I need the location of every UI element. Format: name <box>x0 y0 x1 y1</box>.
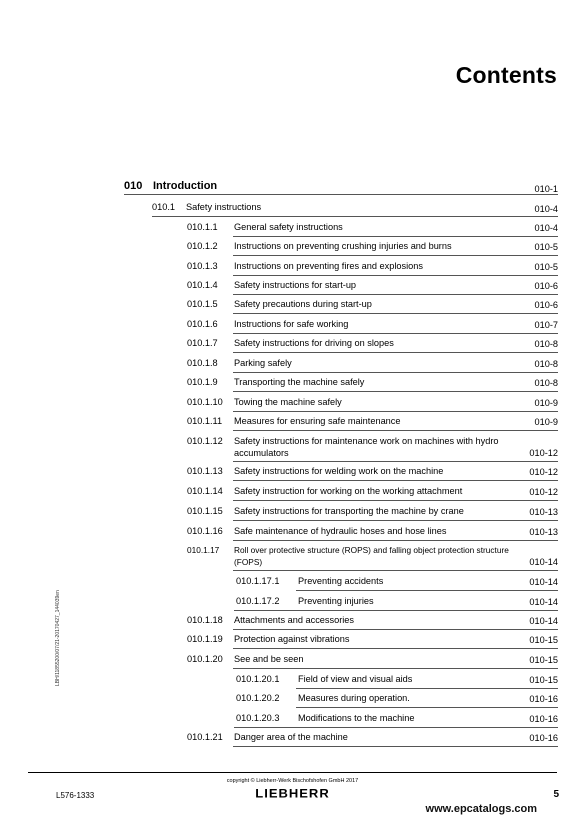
entry-number: 010.1.9 <box>187 377 218 387</box>
page-number: 5 <box>553 789 559 800</box>
entry-number: 010.1.20.1 <box>236 674 280 684</box>
entry-number: 010.1.17 <box>187 545 220 555</box>
entry-number: 010.1.20.3 <box>236 713 280 723</box>
entry-number: 010.1.18 <box>187 615 223 625</box>
divider <box>233 461 558 462</box>
entry-page: 010-15 <box>529 675 558 685</box>
entry-page: 010-16 <box>529 714 558 724</box>
divider <box>233 313 558 314</box>
entry-title: Safety instructions for maintenance work on machines with hydro accumulators <box>234 436 499 458</box>
entry-number: 010.1.12 <box>187 436 223 446</box>
divider <box>152 216 558 217</box>
divider <box>233 411 558 412</box>
divider <box>233 629 558 630</box>
entry-page: 010-14 <box>529 597 558 607</box>
entry-number: 010.1.7 <box>187 338 218 348</box>
entry-title: Attachments and accessories <box>234 615 355 625</box>
liebherr-logo: LIEBHERR <box>255 786 330 801</box>
entry-number: 010.1.8 <box>187 358 218 368</box>
entry-page: 010-12 <box>529 467 558 477</box>
entry-number: 010.1.10 <box>187 397 223 407</box>
entry-page: 010-15 <box>529 635 558 645</box>
divider <box>233 500 558 501</box>
entry-title: Roll over protective structure (ROPS) and falling object protection structure (FOPS) <box>234 545 509 567</box>
entry-page: 010-8 <box>534 339 558 349</box>
entry-page: 010-7 <box>534 320 558 330</box>
entry-number: 010.1.17.2 <box>236 596 280 606</box>
entry-page: 010-6 <box>534 300 558 310</box>
entry-title: Protection against vibrations <box>234 634 350 644</box>
entry-page: 010-14 <box>529 577 558 587</box>
entry-page: 010-6 <box>534 281 558 291</box>
entry-title: Instructions for safe working <box>234 319 349 329</box>
divider <box>233 430 558 431</box>
entry-title: Preventing accidents <box>298 576 384 586</box>
entry-number: 010.1.13 <box>187 466 223 476</box>
entry-number: 010.1.20.2 <box>236 693 280 703</box>
entry-number: 010.1.15 <box>187 506 223 516</box>
divider <box>234 610 558 611</box>
entry-page: 010-5 <box>534 242 558 252</box>
page-title: Contents <box>455 62 557 88</box>
divider <box>233 236 558 237</box>
entry-title: Safety instructions for transporting the machine by crane <box>234 506 464 516</box>
entry-title: Safety instructions for driving on slopes <box>234 338 394 348</box>
divider <box>234 727 558 728</box>
entry-title: Modifications to the machine <box>298 713 415 723</box>
divider <box>233 668 558 669</box>
entry-title: Instructions on preventing fires and explosions <box>234 261 423 271</box>
entry-title: See and be seen <box>234 654 304 664</box>
entry-title: Field of view and visual aids <box>298 674 413 684</box>
section-title: Safety instructions <box>186 202 262 212</box>
divider <box>233 352 558 353</box>
divider <box>296 707 558 708</box>
chapter-title: Introduction <box>153 180 218 192</box>
section-page: 010-4 <box>534 204 558 214</box>
entry-title: Danger area of the machine <box>234 732 348 742</box>
entry-number: 010.1.17.1 <box>236 576 280 586</box>
divider <box>124 194 558 195</box>
divider <box>233 333 558 334</box>
footer-divider <box>28 772 557 773</box>
entry-title: Safety instruction for working on the working attachment <box>234 486 463 496</box>
divider <box>233 275 558 276</box>
divider <box>233 520 558 521</box>
entry-number: 010.1.16 <box>187 526 223 536</box>
entry-page: 010-9 <box>534 417 558 427</box>
entry-number: 010.1.5 <box>187 299 218 309</box>
entry-number: 010.1.2 <box>187 241 218 251</box>
entry-page: 010-13 <box>529 527 558 537</box>
entry-number: 010.1.11 <box>187 416 223 426</box>
divider <box>233 540 558 541</box>
divider <box>233 255 558 256</box>
divider <box>296 590 558 591</box>
entry-number: 010.1.1 <box>187 222 218 232</box>
divider <box>233 570 558 571</box>
entry-title: Measures during operation. <box>298 693 410 703</box>
entry-number: 010.1.3 <box>187 261 218 271</box>
entry-number: 010.1.20 <box>187 654 223 664</box>
document-id: L576-1333 <box>56 791 95 800</box>
entry-number: 010.1.21 <box>187 732 223 742</box>
entry-page: 010-8 <box>534 378 558 388</box>
divider <box>233 391 558 392</box>
document-code: LBH/11855200/07/21-20170427_144039en <box>55 590 61 686</box>
entry-page: 010-16 <box>529 694 558 704</box>
entry-title: General safety instructions <box>234 222 343 232</box>
entry-page: 010-13 <box>529 507 558 517</box>
entry-number: 010.1.19 <box>187 634 223 644</box>
entry-number: 010.1.4 <box>187 280 218 290</box>
entry-title: Measures for ensuring safe maintenance <box>234 416 401 426</box>
entry-title: Instructions on preventing crushing injuries and burns <box>234 241 452 251</box>
divider <box>296 688 558 689</box>
divider <box>233 294 558 295</box>
entry-title: Safety precautions during start-up <box>234 299 372 309</box>
entry-number: 010.1.6 <box>187 319 218 329</box>
chapter-number: 010 <box>124 180 143 192</box>
copyright-notice: copyright © Liebherr-Werk Bischofshofen GmbH 2017 <box>226 778 359 784</box>
entry-page: 010-12 <box>529 448 558 458</box>
entry-page: 010-4 <box>534 223 558 233</box>
entry-page: 010-15 <box>529 655 558 665</box>
entry-page: 010-16 <box>529 733 558 743</box>
entry-page: 010-8 <box>534 359 558 369</box>
entry-title: Parking safely <box>234 358 292 368</box>
watermark: www.epcatalogs.com <box>425 803 537 815</box>
entry-title: Transporting the machine safely <box>234 377 365 387</box>
entry-page: 010-9 <box>534 398 558 408</box>
divider <box>233 746 558 747</box>
divider <box>233 648 558 649</box>
entry-page: 010-14 <box>529 557 558 567</box>
chapter-page: 010-1 <box>534 184 558 194</box>
entry-title: Towing the machine safely <box>234 397 342 407</box>
section-number: 010.1 <box>152 202 175 212</box>
entry-number: 010.1.14 <box>187 486 223 496</box>
entry-title: Safe maintenance of hydraulic hoses and hose lines <box>234 526 447 536</box>
entry-title: Preventing injuries <box>298 596 374 606</box>
entry-page: 010-12 <box>529 487 558 497</box>
divider <box>233 372 558 373</box>
entry-title: Safety instructions for start-up <box>234 280 357 290</box>
divider <box>233 480 558 481</box>
entry-page: 010-5 <box>534 262 558 272</box>
entry-page: 010-14 <box>529 616 558 626</box>
entry-title: Safety instructions for welding work on the machine <box>234 466 444 476</box>
